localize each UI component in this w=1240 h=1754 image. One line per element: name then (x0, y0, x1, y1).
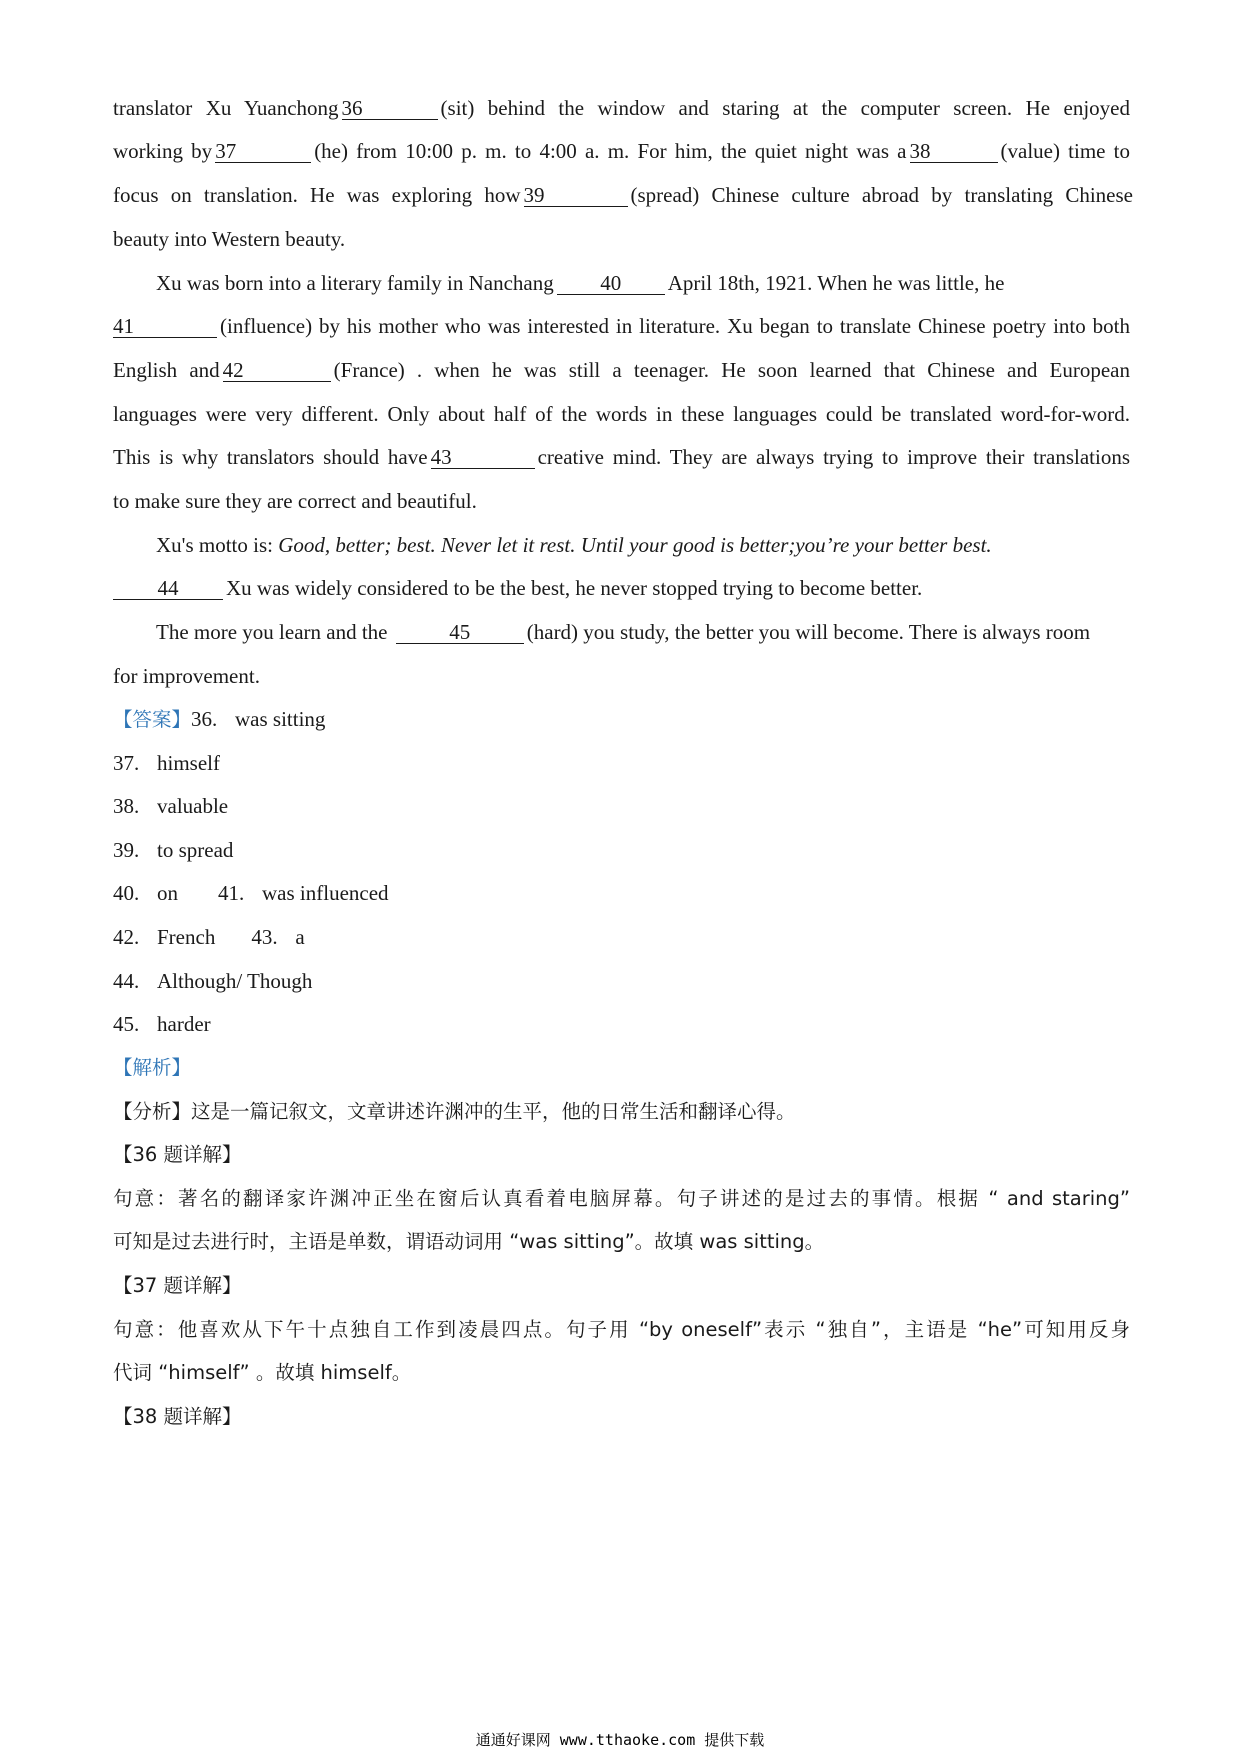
blank-38: 38 (910, 140, 998, 163)
answer-number: 36. (191, 707, 218, 731)
passage-line (113, 443, 1130, 471)
text: (spread) Chinese culture abroad by translating Chinese (630, 183, 1133, 207)
blank-42: 42 (223, 359, 331, 382)
passage-line (113, 94, 1130, 122)
passage-line (156, 269, 1004, 297)
passage-line: beauty into Western beauty. (113, 227, 346, 251)
answer-text: was sitting (235, 707, 326, 731)
answer-text: harder (157, 1012, 211, 1036)
blank-44: 44 (113, 577, 223, 600)
answer-line (113, 836, 233, 864)
answer-number: 43. (251, 925, 278, 949)
text: April 18th, 1921. When he was little, he (667, 271, 1005, 295)
answer-line (113, 923, 305, 951)
answer-line (113, 749, 220, 777)
answer-text: Although/ Though (157, 969, 313, 993)
answer-text: on (157, 881, 178, 905)
explanation-line: 代词 “himself” 。故填 himself。 (113, 1361, 412, 1384)
answer-text: was influenced (262, 881, 389, 905)
text: translator Xu Yuanchong (113, 96, 339, 120)
text: creative mind. They are always trying to improve their translations (537, 445, 1130, 469)
answer-text: to spread (157, 838, 234, 862)
answer-number: 45. (113, 1012, 140, 1036)
passage-line: languages were very different. Only about half of the words in these languages could be translated word-for-word. (113, 402, 1130, 426)
passage-line (113, 574, 922, 602)
text: The more you learn and the (156, 620, 388, 644)
text: working by (113, 139, 213, 163)
question-38-heading: 【38 题详解】 (113, 1405, 242, 1428)
blank-37: 37 (215, 140, 311, 163)
text: (he) from 10:00 p. m. to 4:00 a. m. For him, the quiet night was a (314, 139, 907, 163)
question-36-heading: 【36 题详解】 (113, 1143, 242, 1166)
answer-line (113, 705, 325, 734)
passage-line (113, 181, 1133, 209)
answer-number: 41. (218, 881, 245, 905)
blank-45: 45 (396, 621, 524, 644)
blank-41: 41 (113, 315, 217, 338)
footer-watermark: 通通好课网 www.tthaoke.com 提供下载 (475, 1731, 765, 1749)
text: This is why translators should have (113, 445, 428, 469)
answer-text: himself (157, 751, 220, 775)
explanation-line: 可知是过去进行时，主语是单数，谓语动词用 “was sitting”。故填 was sitting。 (113, 1230, 825, 1253)
text: (sit) behind the window and staring at the computer screen. He enjoyed (440, 96, 1130, 120)
text: (France) . when he was still a teenager. He soon learned that Chinese and European (333, 358, 1130, 382)
passage-line (113, 312, 1130, 340)
explanation-line: 句意：著名的翻译家许渊冲正坐在窗后认真看着电脑屏幕。句子讲述的是过去的事情。根据 “ and staring” (113, 1187, 1130, 1210)
text: Xu was widely considered to be the best, he never stopped trying to become better. (226, 576, 923, 600)
answer-number: 44. (113, 969, 140, 993)
answer-number: 38. (113, 794, 140, 818)
answer-number: 37. (113, 751, 140, 775)
answer-line (113, 967, 312, 995)
passage-line: for improvement. (113, 664, 260, 688)
passage-line (113, 137, 1130, 165)
blank-36: 36 (342, 97, 438, 120)
answer-line (113, 1010, 211, 1038)
passage-line (156, 531, 992, 559)
blank-40: 40 (557, 272, 665, 295)
analysis-summary: 【分析】这是一篇记叙文，文章讲述许渊冲的生平，他的日常生活和翻译心得。 (113, 1100, 796, 1123)
text: (influence) by his mother who was interested in literature. Xu began to translate Chinese poetry into both (220, 314, 1130, 338)
blank-39: 39 (524, 184, 628, 207)
answer-line (113, 879, 389, 907)
answer-number: 39. (113, 838, 140, 862)
answer-number: 40. (113, 881, 140, 905)
answer-number: 42. (113, 925, 140, 949)
answer-text: a (295, 925, 305, 949)
question-37-heading: 【37 题详解】 (113, 1274, 242, 1297)
explanation-line: 句意：他喜欢从下午十点独自工作到凌晨四点。句子用 “by oneself”表示 “独自”，主语是 “he”可知用反身 (113, 1318, 1130, 1341)
passage-line: to make sure they are correct and beautiful. (113, 489, 477, 513)
text: (hard) you study, the better you will become. There is always room (526, 620, 1091, 644)
text: focus on translation. He was exploring how (113, 183, 521, 207)
answer-text: valuable (157, 794, 229, 818)
answer-line (113, 792, 228, 820)
motto: Good, better; best. Never let it rest. Until your good is better;you’re your better best. (278, 533, 992, 557)
text: English and (113, 358, 220, 382)
text: Xu was born into a literary family in Nanchang (156, 271, 554, 295)
answer-tag: 【答案】 (113, 708, 192, 731)
text: Xu's motto is: (156, 533, 273, 557)
passage-line (156, 618, 1090, 646)
text: (value) time to (1000, 139, 1130, 163)
blank-43: 43 (431, 446, 535, 469)
passage-line (113, 356, 1130, 384)
analysis-tag: 【解析】 (113, 1056, 192, 1079)
answer-text: French (157, 925, 216, 949)
